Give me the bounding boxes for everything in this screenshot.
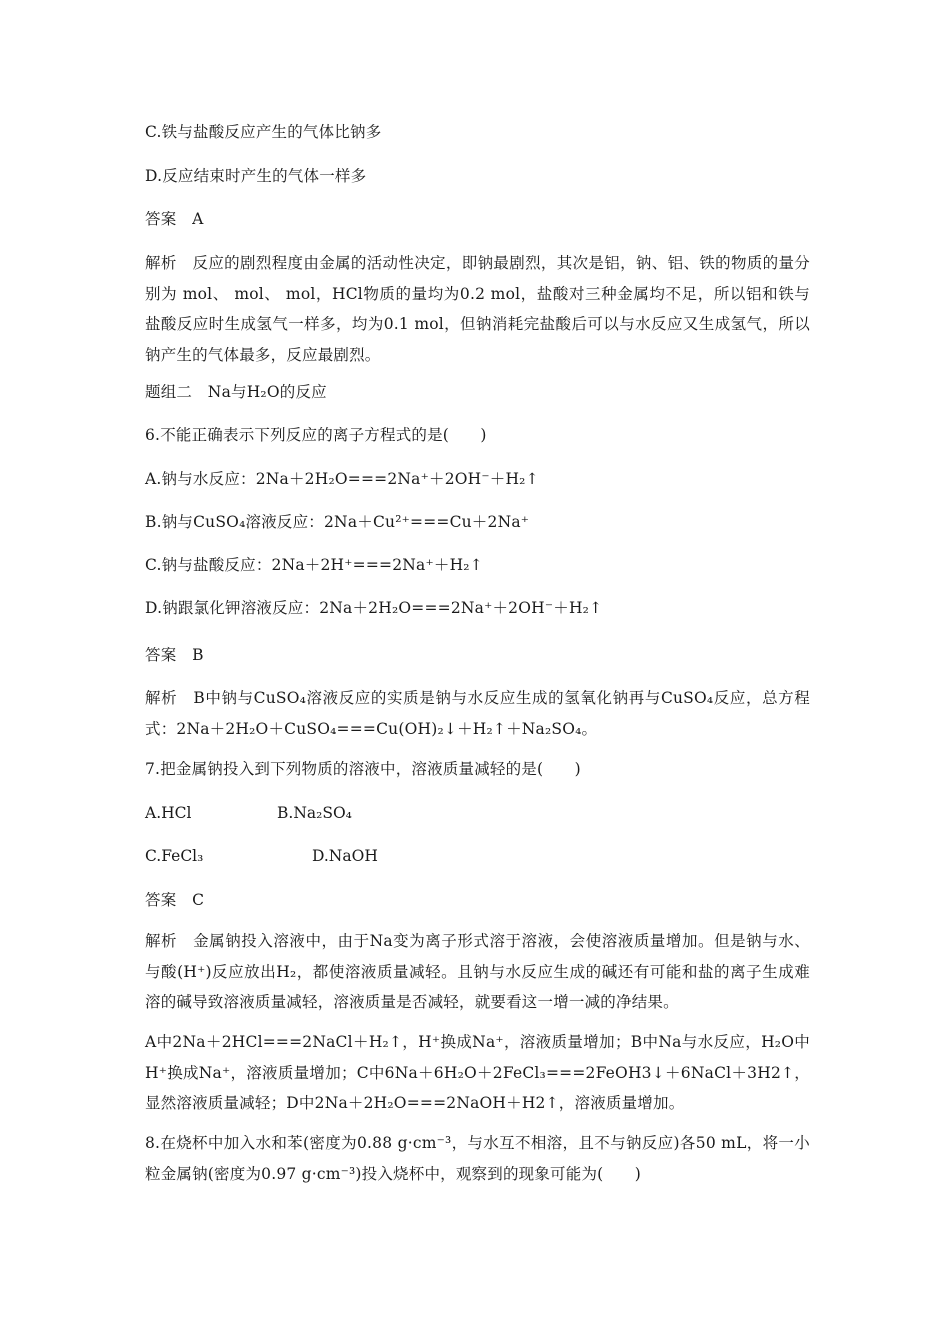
option-d-q5: D.反应结束时产生的气体一样多 <box>145 167 367 185</box>
question-7: 7.把金属钠投入到下列物质的溶液中，溶液质量减轻的是( ) <box>145 760 581 778</box>
question-8: 8.在烧杯中加入水和苯(密度为0.88 g·cm⁻³，与水互不相溶，且不与钠反应)各50 mL，将一小粒金属钠(密度为0.97 g·cm⁻³)投入烧杯中，观察到的现象可能为( ) <box>145 1134 810 1183</box>
answer-q5: 答案 A <box>145 210 204 228</box>
analysis-q7: 解析 金属钠投入溶液中，由于Na变为离子形式溶于溶液，会使溶液质量增加。但是钠与水、与酸(H⁺)反应放出H₂，都使溶液质量减轻。且钠与水反应生成的碱还有可能和盐的离子生成难溶的碱导致溶液质量减轻，溶液质量是否减轻，就要看这一增一减的净结果。 <box>145 932 810 1011</box>
question-6: 6.不能正确表示下列反应的离子方程式的是( ) <box>145 426 487 444</box>
option-a-q6: A.钠与水反应：2Na＋2H₂O===2Na⁺＋2OH⁻＋H₂↑ <box>145 470 539 488</box>
analysis-q5: 解析 反应的剧烈程度由金属的活动性决定，即钠最剧烈，其次是铝，钠、铝、铁的物质的量分别为 mol、 mol、 mol，HCl物质的量均为0.2 mol，盐酸对三种金属均不足，所以铝和铁与盐酸反应时生成氢气一样多，均为0.1 mol，但钠消耗完盐酸后可以与水反应又生成氢气，所以钠产生的气体最多，反应最剧烈。 <box>145 254 810 364</box>
answer-q7: 答案 C <box>145 891 205 909</box>
section-heading: 题组二 Na与H₂O的反应 <box>145 383 327 401</box>
option-a-q7: A.HCl <box>145 804 192 822</box>
analysis-q7-detail: A中2Na＋2HCl===2NaCl＋H₂↑，H⁺换成Na⁺，溶液质量增加；B中Na与水反应，H₂O中H⁺换成Na⁺，溶液质量增加；C中6Na＋6H₂O＋2FeCl₃===2FeOH3↓＋6NaCl＋3H2↑，显然溶液质量减轻；D中2Na＋2H₂O===2NaOH＋H2↑，溶液质量增加。 <box>145 1033 810 1112</box>
answer-q6: 答案 B <box>145 646 204 664</box>
option-c-q6: C.钠与盐酸反应：2Na＋2H⁺===2Na⁺＋H₂↑ <box>145 556 483 574</box>
option-c-q7: C.FeCl₃ <box>145 847 204 865</box>
option-d-q6: D.钠跟氯化钾溶液反应：2Na＋2H₂O===2Na⁺＋2OH⁻＋H₂↑ <box>145 599 603 617</box>
analysis-q6: 解析 B中钠与CuSO₄溶液反应的实质是钠与水反应生成的氢氧化钠再与CuSO₄反应，总方程式：2Na＋2H₂O＋CuSO₄===Cu(OH)₂↓＋H₂↑＋Na₂SO₄。 <box>145 689 810 738</box>
option-c-q5: C.铁与盐酸反应产生的气体比钠多 <box>145 123 382 141</box>
option-b-q7: B.Na₂SO₄ <box>277 804 352 822</box>
option-b-q6: B.钠与CuSO₄溶液反应：2Na＋Cu²⁺===Cu＋2Na⁺ <box>145 513 530 531</box>
option-d-q7: D.NaOH <box>312 847 378 865</box>
